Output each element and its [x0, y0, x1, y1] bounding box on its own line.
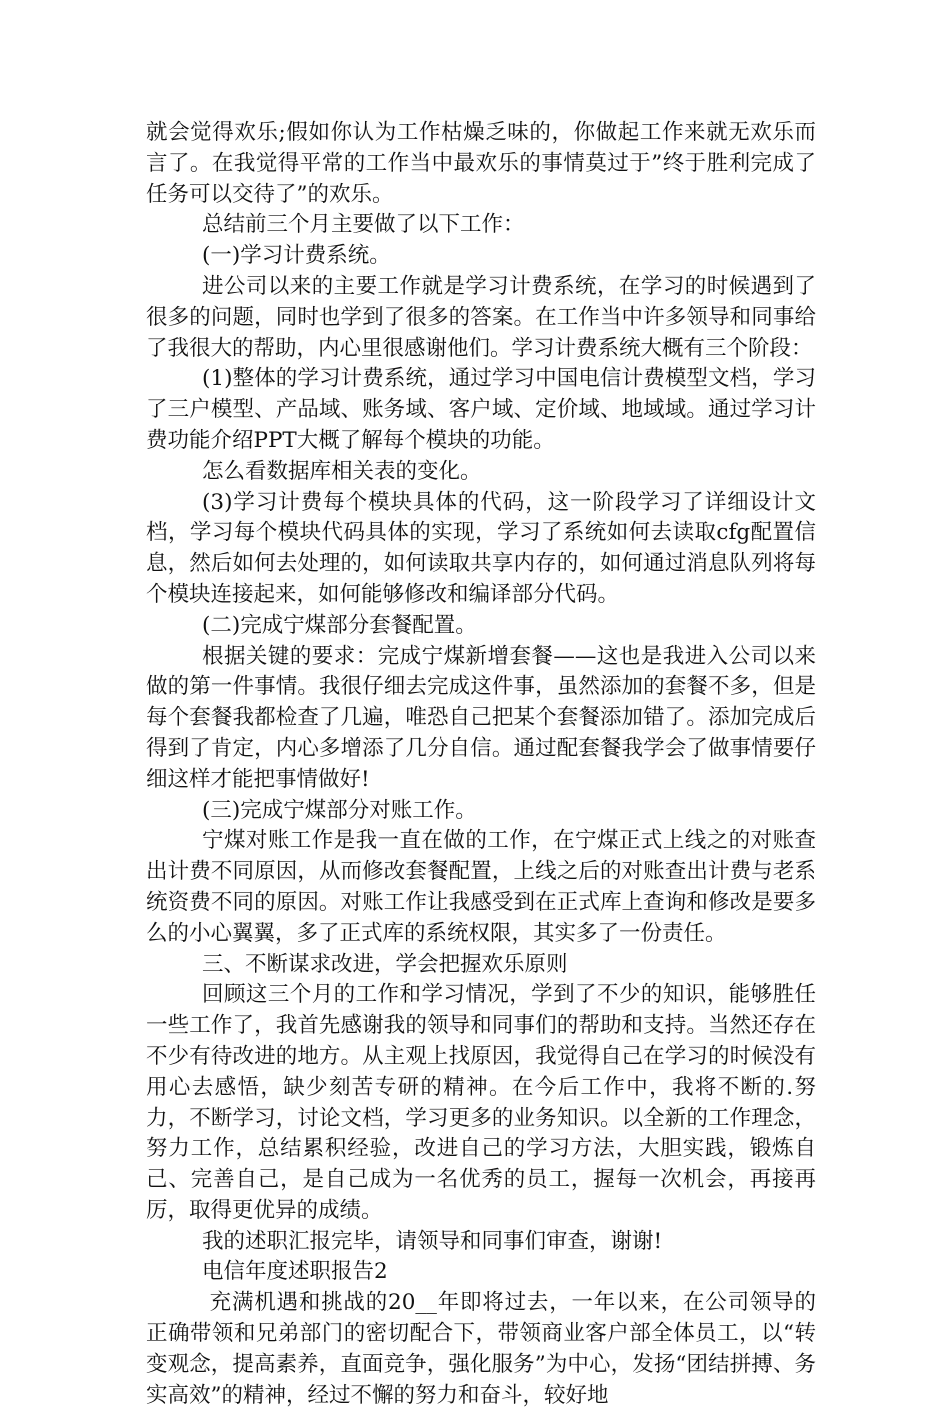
- paragraph: 就会觉得欢乐;假如你认为工作枯燥乏味的，你做起工作来就无欢乐而言了。在我觉得平常的工作当中最欢乐的事情莫过于”终于胜利完成了任务可以交待了”的欢乐。: [146, 120, 816, 207]
- section-heading: 三、不断谋求改进，学会把握欢乐原则: [202, 951, 568, 977]
- report-title: 电信年度述职报告2: [202, 1259, 388, 1285]
- document-body: [146, 118, 816, 1411]
- paragraph: 怎么看数据库相关表的变化。: [202, 458, 482, 484]
- paragraph: 进公司以来的主要工作就是学习计费系统，在学习的时候遇到了很多的问题，同时也学到了很多的答案。在工作当中许多领导和同事给了我很大的帮助，内心里很感谢他们。学习计费系统大概有三个阶段：: [146, 273, 816, 361]
- paragraph: 回顾这三个月的工作和学习情况，学到了不少的知识，能够胜任一些工作了，我首先感谢我的领导和同事们的帮助和支持。当然还存在不少有待改进的地方。从主观上找原因，我觉得自己在学习的时候没有用心去感悟，缺少刻苦专研的精神。在今后工作中，我将不断的.努力，不断学习，讨论文档，学习更多的业务知识。以全新的工作理念，努力工作，总结累积经验，改进自己的学习方法，大胆实践，锻炼自己、完善自己，是自己成为一名优秀的员工，握每一次机会，再接再厉，取得更优异的成绩。: [146, 982, 816, 1223]
- paragraph: (3)学习计费每个模块具体的代码，这一阶段学习了详细设计文档，学习每个模块代码具体的实现，学习了系统如何去读取cfg配置信息，然后如何去处理的，如何读取共享内存的，如何通过消息队列将每个模块连接起来，如何能够修改和编译部分代码。: [146, 489, 816, 607]
- section-heading: (三)完成宁煤部分对账工作。: [202, 797, 477, 823]
- paragraph: 充满机遇和挑战的20__年即将过去，一年以来，在公司领导的正确带领和兄弟部门的密切配合下，带领商业客户部全体员工，以“转变观念，提高素养，直面竞争，强化服务”为中心，发扬“团结拼搏、务实高效”的精神，经过不懈的努力和奋斗，较好地: [146, 1290, 816, 1408]
- paragraph: 根据关键的要求：完成宁煤新增套餐——这也是我进入公司以来做的第一件事情。我很仔细去完成这件事，虽然添加的套餐不多，但是每个套餐我都检查了几遍，唯恐自己把某个套餐添加错了。添加完成后得到了肯定，内心多增添了几分自信。通过配套餐我学会了做事情要仔细这样才能把事情做好!: [146, 643, 816, 792]
- section-heading: (二)完成宁煤部分套餐配置。: [202, 612, 477, 638]
- section-heading: (一)学习计费系统。: [202, 243, 391, 269]
- paragraph: (1)整体的学习计费系统，通过学习中国电信计费模型文档，学习了三户模型、产品域、账务域、客户域、定价域、地域域。通过学习计费功能介绍PPT大概了解每个模块的功能。: [146, 366, 816, 453]
- paragraph: 我的述职汇报完毕，请领导和同事们审查，谢谢!: [202, 1228, 663, 1254]
- paragraph: 宁煤对账工作是我一直在做的工作，在宁煤正式上线之的对账查出计费不同原因，从而修改套餐配置，上线之后的对账查出计费与老系统资费不同的原因。对账工作让我感受到在正式库上查询和修改是要多么的小心翼翼，多了正式库的系统权限，其实多了一份责任。: [146, 828, 816, 946]
- paragraph: 总结前三个月主要做了以下工作：: [202, 212, 525, 238]
